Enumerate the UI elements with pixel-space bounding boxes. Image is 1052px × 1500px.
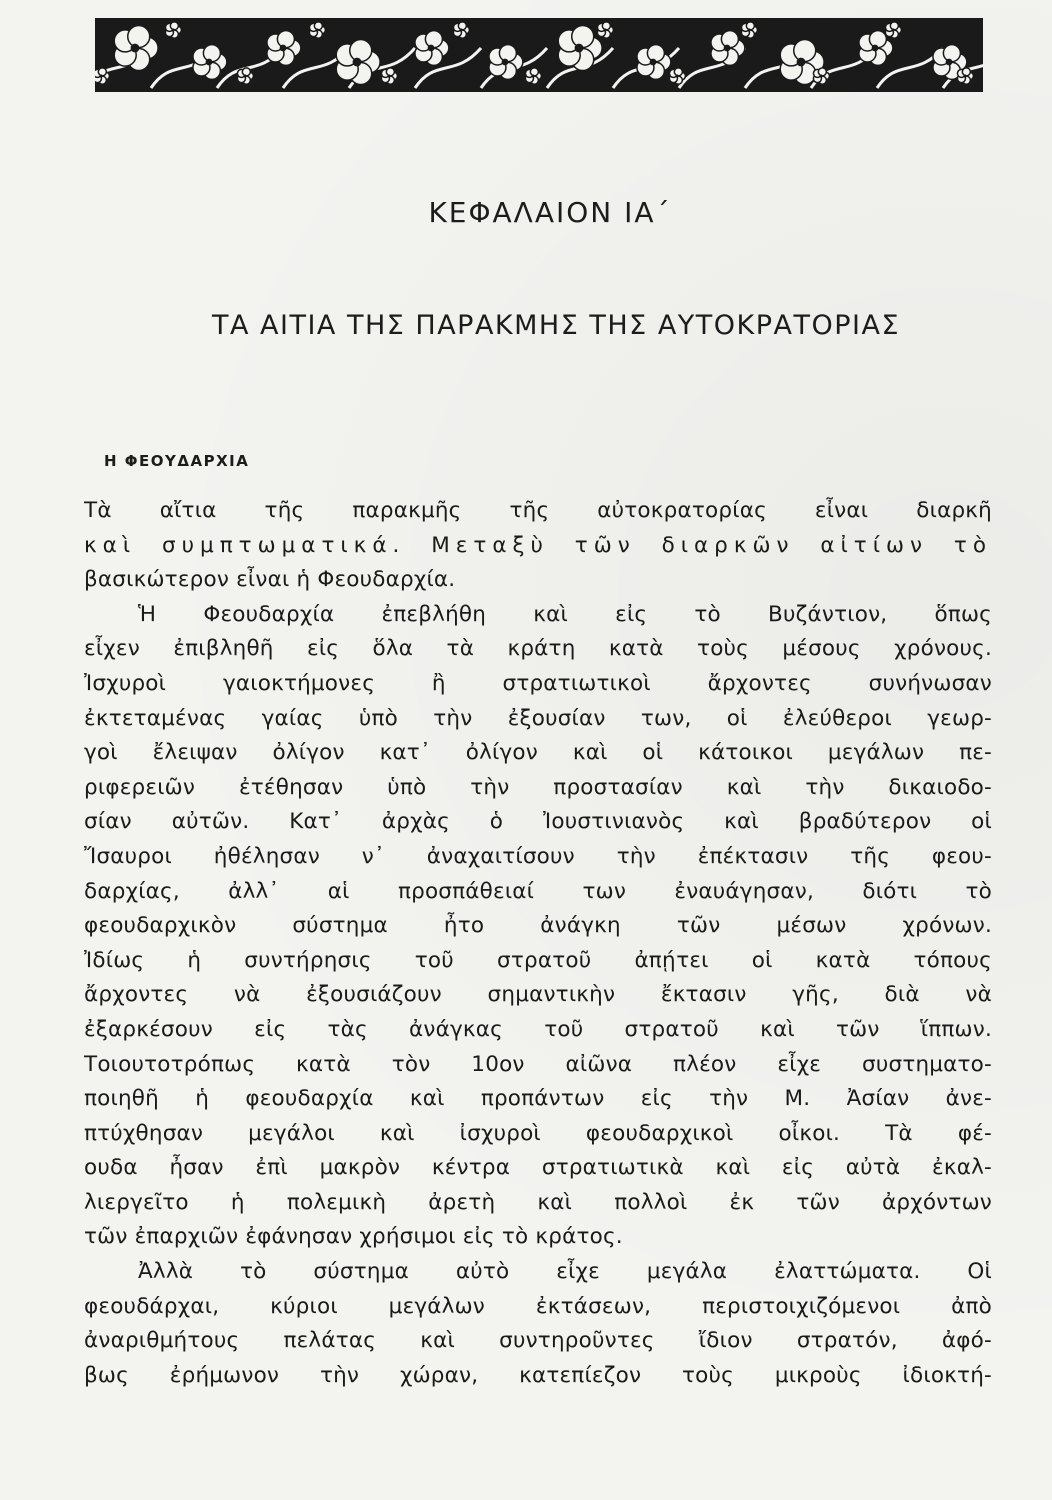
text-line: βασικώτερον εἶναι ἡ Φεουδαρχία. bbox=[84, 567, 456, 593]
banner-petal bbox=[98, 68, 106, 76]
banner-petal bbox=[277, 31, 294, 48]
banner-petal bbox=[386, 68, 394, 76]
chapter-title: ΚΕΦΑΛΑΙΟΝ ΙΑ΄ bbox=[428, 196, 672, 229]
text-line: λιεργεῖτο ἡ πολεμικὴ ἀρετὴ καὶ πολλοὶ ἐκ τῶν ἀρχόντων bbox=[84, 1189, 992, 1215]
text-line: ἐξαρκέσουν εἰς τὰς ἀνάγκας τοῦ στρατοῦ καὶ τῶν ἵππων. bbox=[84, 1016, 992, 1042]
banner-flower bbox=[813, 68, 829, 84]
banner-flower-center bbox=[675, 74, 678, 77]
text-line: ριφερειῶν ἐτέθησαν ὑπὸ τὴν προστασίαν καὶ τὴν δικαιοδο- bbox=[84, 774, 992, 800]
section-heading: Η ΦΕΟΥΔΑΡΧΙΑ bbox=[104, 452, 250, 470]
banner-flower-center bbox=[575, 44, 584, 53]
banner-flower bbox=[637, 45, 671, 80]
banner-flower-center bbox=[819, 74, 822, 77]
banner-petal bbox=[314, 22, 322, 30]
banner-flower-center bbox=[747, 28, 750, 31]
banner-flower bbox=[193, 45, 227, 80]
banner-petal bbox=[499, 45, 516, 62]
banner-flower-center bbox=[387, 74, 390, 77]
text-line: καὶ συμπτωματικά. Μεταξὺ τῶν διαρκῶν αἰτίων τὸ bbox=[84, 532, 992, 558]
banner-flower-center bbox=[243, 74, 246, 77]
banner-flower bbox=[741, 22, 757, 38]
body-text bbox=[84, 494, 992, 1393]
banner-flower bbox=[309, 22, 325, 38]
text-line: ποιηθῆ ἡ φεουδαρχία καὶ προπάντων εἰς τὴν Μ. Ἀσίαν ἀνε- bbox=[84, 1086, 992, 1112]
banner-flower bbox=[415, 31, 449, 66]
banner-petal bbox=[425, 31, 442, 48]
banner-flower-center bbox=[353, 58, 362, 67]
banner-flower bbox=[885, 22, 901, 38]
banner-flower-center bbox=[315, 28, 318, 31]
banner-flower bbox=[597, 22, 613, 38]
text-line: τῶν ἐπαρχιῶν ἐφάνησαν χρήσιμοι εἰς τὸ κράτος. bbox=[84, 1224, 623, 1250]
banner-flower-center bbox=[946, 59, 953, 66]
banner-flower-center bbox=[428, 45, 435, 52]
banner-flower-center bbox=[99, 74, 102, 77]
banner-petal bbox=[242, 68, 250, 76]
banner-flower-center bbox=[131, 44, 140, 53]
chapter-subtitle: ΤΑ ΑΙΤΙΑ ΤΗΣ ΠΑΡΑΚΜΗΣ ΤΗΣ ΑΥΤΟΚΡΑΤΟΡΙΑΣ bbox=[211, 310, 901, 341]
banner-flower-center bbox=[459, 28, 462, 31]
text-line: γοὶ ἔλειψαν ὀλίγον κατ᾽ ὀλίγον καὶ οἱ κάτοικοι μεγάλων πε- bbox=[84, 740, 992, 766]
banner-flower bbox=[525, 68, 541, 84]
banner-petal bbox=[647, 45, 664, 62]
banner-petal bbox=[674, 68, 682, 76]
text-line: Ἀλλὰ τὸ σύστημα αὐτὸ εἶχε μεγάλα ἐλαττώματα. Οἱ bbox=[138, 1259, 992, 1285]
text-line: δαρχίας, ἀλλ᾽ αἱ προσπάθειαί των ἐναυάγησαν, διότι τὸ bbox=[84, 878, 992, 904]
text-line: ἀναριθμήτους πελάτας καὶ συντηροῦντες ἴδιον στρατόν, ἀφό- bbox=[84, 1328, 992, 1354]
text-line: Τὰ αἴτια τῆς παρακμῆς τῆς αὐτοκρατορίας εἶναι διαρκῆ bbox=[84, 498, 992, 523]
text-line: ἄρχοντες νὰ ἐξουσιάζουν σημαντικὴν ἔκτασιν γῆς, διὰ νὰ bbox=[84, 982, 992, 1008]
text-line: Ἴσαυροι ἠθέλησαν ν᾽ ἀναχαιτίσουν τὴν ἐπέκτασιν τῆς φεου- bbox=[84, 843, 992, 869]
banner-flower-center bbox=[531, 74, 534, 77]
text-line: Ἰδίως ἡ συντήρησις τοῦ στρατοῦ ἀπῄτει οἱ κατὰ τόπους bbox=[84, 947, 992, 973]
banner-flower bbox=[453, 22, 469, 38]
banner-petal bbox=[794, 39, 816, 61]
banner-petal bbox=[721, 31, 738, 48]
text-line: φεουδάρχαι, κύριοι μεγάλων ἐκτάσεων, περιστοιχιζόμενοι ἀπὸ bbox=[84, 1293, 992, 1319]
banner-petal bbox=[818, 68, 826, 76]
banner-flower-center bbox=[872, 45, 879, 52]
text-line: ἐκτεταμένας γαίας ὑπὸ τὴν ἐξουσίαν των, οἱ ἐλεύθεροι γεωρ- bbox=[84, 705, 992, 731]
banner-petal bbox=[458, 22, 466, 30]
banner-flower-center bbox=[963, 74, 966, 77]
text-line: Ἰσχυροὶ γαιοκτήμονες ἢ στρατιωτικοὶ ἄρχοντες συνήνωσαν bbox=[84, 670, 992, 696]
banner-petal bbox=[170, 22, 178, 30]
banner-petal bbox=[128, 25, 150, 47]
text-line: βως ἐρήμωνον τὴν χώραν, κατεπίεζον τοὺς μικροὺς ἰδιοκτή- bbox=[84, 1362, 992, 1388]
banner-petal bbox=[962, 68, 970, 76]
banner-flower bbox=[336, 39, 380, 84]
banner-petal bbox=[890, 22, 898, 30]
text-line: Ἡ Φεουδαρχία ἐπεβλήθη καὶ εἰς τὸ Βυζάντιον, ὅπως bbox=[138, 601, 992, 627]
banner-flower bbox=[489, 45, 523, 80]
banner-flower-center bbox=[724, 45, 731, 52]
text-line: σίαν αὐτῶν. Κατ᾽ ἀρχὰς ὁ Ἰουστινιανὸς καὶ βραδύτερον οἱ bbox=[84, 809, 992, 835]
banner-flower-center bbox=[502, 59, 509, 66]
banner-flower-center bbox=[206, 59, 213, 66]
banner-flower-center bbox=[797, 58, 806, 67]
text-line: ουδα ἦσαν ἐπὶ μακρὸν κέντρα στρατιωτικὰ καὶ εἰς αὐτὰ ἐκαλ- bbox=[84, 1155, 992, 1181]
banner-flower-center bbox=[603, 28, 606, 31]
banner-flower-center bbox=[171, 28, 174, 31]
banner-petal bbox=[530, 68, 538, 76]
banner-flower-center bbox=[280, 45, 287, 52]
text-line: εἶχεν ἐπιβληθῆ εἰς ὅλα τὰ κράτη κατὰ τοὺς μέσους χρόνους. bbox=[84, 636, 992, 662]
text-line: φεουδαρχικὸν σύστημα ἦτο ἀνάγκη τῶν μέσων χρόνων. bbox=[84, 913, 992, 939]
banner-flower bbox=[165, 22, 181, 38]
floral-banner-ornament bbox=[95, 18, 983, 92]
banner-flower bbox=[237, 68, 253, 84]
banner-petal bbox=[746, 22, 754, 30]
banner-petal bbox=[203, 45, 220, 62]
text-line: πτύχθησαν μεγάλοι καὶ ἰσχυροὶ φεουδαρχικοὶ οἶκοι. Τὰ φέ- bbox=[84, 1120, 992, 1146]
banner-flower bbox=[381, 68, 397, 84]
banner-petal bbox=[943, 45, 960, 62]
banner-flower bbox=[711, 31, 745, 66]
banner-petal bbox=[350, 39, 372, 61]
banner-flower-center bbox=[650, 59, 657, 66]
banner-flower bbox=[114, 25, 158, 70]
banner-flower bbox=[957, 68, 973, 84]
banner-petal bbox=[869, 31, 886, 48]
text-line: Τοιουτοτρόπως κατὰ τὸν 10ον αἰῶνα πλέον εἶχε συστηματο- bbox=[84, 1051, 992, 1077]
banner-petal bbox=[602, 22, 610, 30]
banner-petal bbox=[572, 25, 594, 47]
banner-flower-center bbox=[891, 28, 894, 31]
banner-flower bbox=[267, 31, 301, 66]
